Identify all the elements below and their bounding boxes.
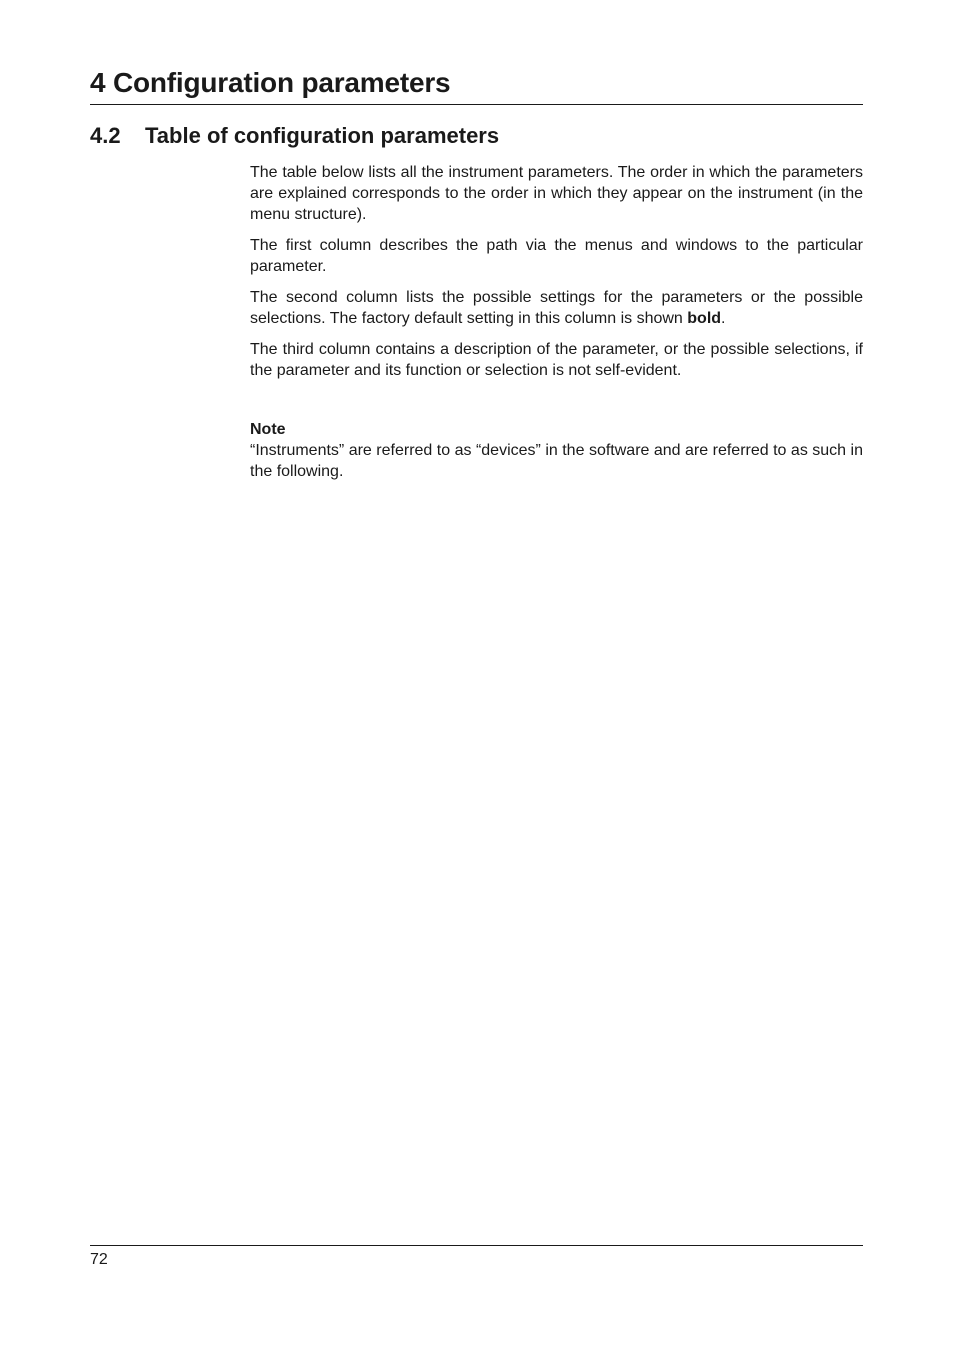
paragraph-3-end: . xyxy=(721,310,726,327)
paragraph-3-text: The second column lists the possible settings for the parameters or the possible selections. The factory default setting in this column is shown xyxy=(250,289,863,327)
note-heading: Note xyxy=(250,421,286,438)
paragraph-4: The third column contains a description of the parameter, or the possible selections, if the parameter and its function or selection is not self-evident. xyxy=(250,341,863,379)
note-text: “Instruments” are referred to as “devices” in the software and are referred to as such in the following. xyxy=(250,442,863,480)
paragraph-2: The first column describes the path via the menus and windows to the particular parameter. xyxy=(250,237,863,275)
header-divider xyxy=(90,104,863,105)
footer-divider xyxy=(90,1245,863,1246)
bold-term: bold xyxy=(687,310,722,327)
note-block xyxy=(250,419,863,482)
section-heading xyxy=(90,121,499,151)
section-title: Table of configuration parameters xyxy=(145,123,500,148)
chapter-title: 4 Configuration parameters xyxy=(90,67,451,98)
section-number: 4.2 xyxy=(90,123,121,148)
paragraph-1: The table below lists all the instrument parameters. The order in which the parameters are explained corresponds to the order in which they appear on the instrument (in the menu structure). xyxy=(250,164,863,223)
paragraph-3 xyxy=(250,287,863,329)
body-text xyxy=(250,162,863,391)
page-number: 72 xyxy=(90,1251,108,1268)
